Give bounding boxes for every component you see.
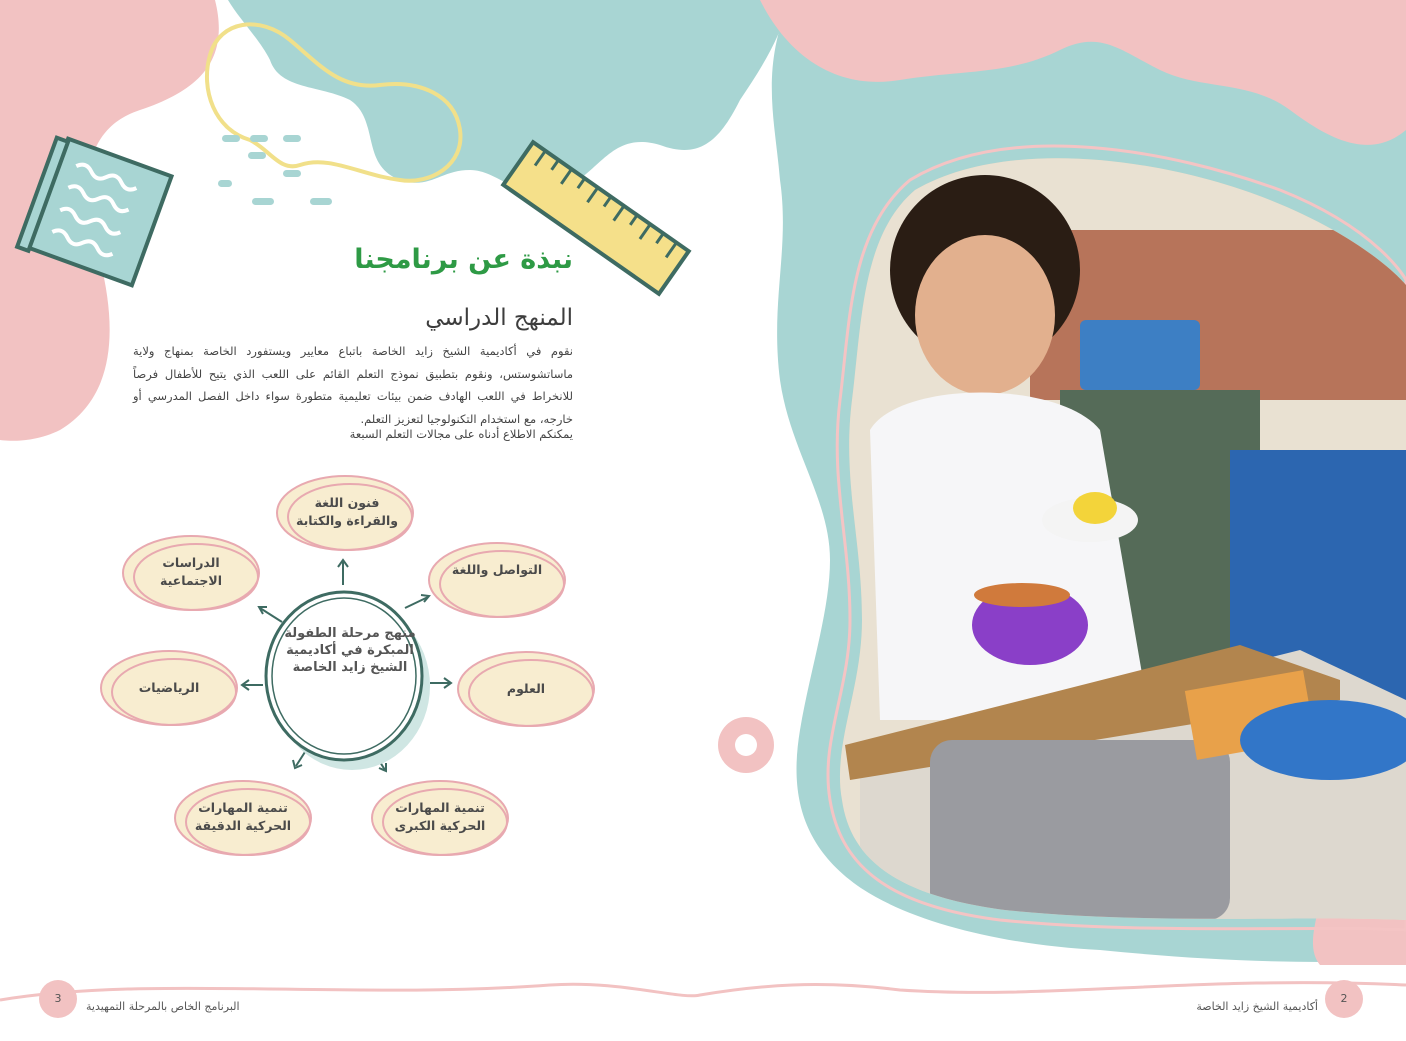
left-footer-text: البرنامج الخاص بالمرحلة التمهيدية <box>86 1000 240 1013</box>
learning-areas-note: يمكنكم الاطلاع أدناه على مجالات التعلم السبعة <box>349 427 573 441</box>
diagram-center-label: منهج مرحلة الطفولة المبكرة في أكاديمية الشيخ زايد الخاصة <box>284 626 416 675</box>
right-footer-text: أكاديمية الشيخ زايد الخاصة <box>1196 1000 1318 1013</box>
page-title: نبذة عن برنامجنا <box>354 244 573 275</box>
right-page-number: 2 <box>1340 992 1348 1005</box>
bubble-communication <box>429 543 565 617</box>
area-language-arts: فنون اللغة والقراءة والكتابة <box>295 495 398 528</box>
section-subtitle: المنهج الدراسي <box>425 305 573 331</box>
area-communication: التواصل واللغة <box>451 562 543 577</box>
left-page-number: 3 <box>54 992 62 1005</box>
intro-paragraph: نقوم في أكاديمية الشيخ زايد الخاصة باتباع معايير ويستفورد الخاصة بمنهاج ولاية ماساتشوستس، ونقوم بتطبيق نموذج التعلم القائم على اللعب الذي يتيح للأطفال فرصاً للانخراط في اللعب الهادف ضمن بيئات تعليمية متطورة سواء داخل الفصل المدرسي أو خارجه، مع استخدام التكنولوجيا لتعزيز التعلم. <box>133 344 573 426</box>
area-fine-motor: تنمية المهارات الحركية الدقيقة <box>194 800 292 833</box>
center-circle <box>266 592 422 760</box>
area-math: الرياضيات <box>138 680 200 695</box>
area-gross-motor: تنمية المهارات الحركية الكبرى <box>394 800 486 833</box>
area-science: العلوم <box>506 681 546 696</box>
area-social-studies: الدراسات الاجتماعية <box>160 555 222 588</box>
